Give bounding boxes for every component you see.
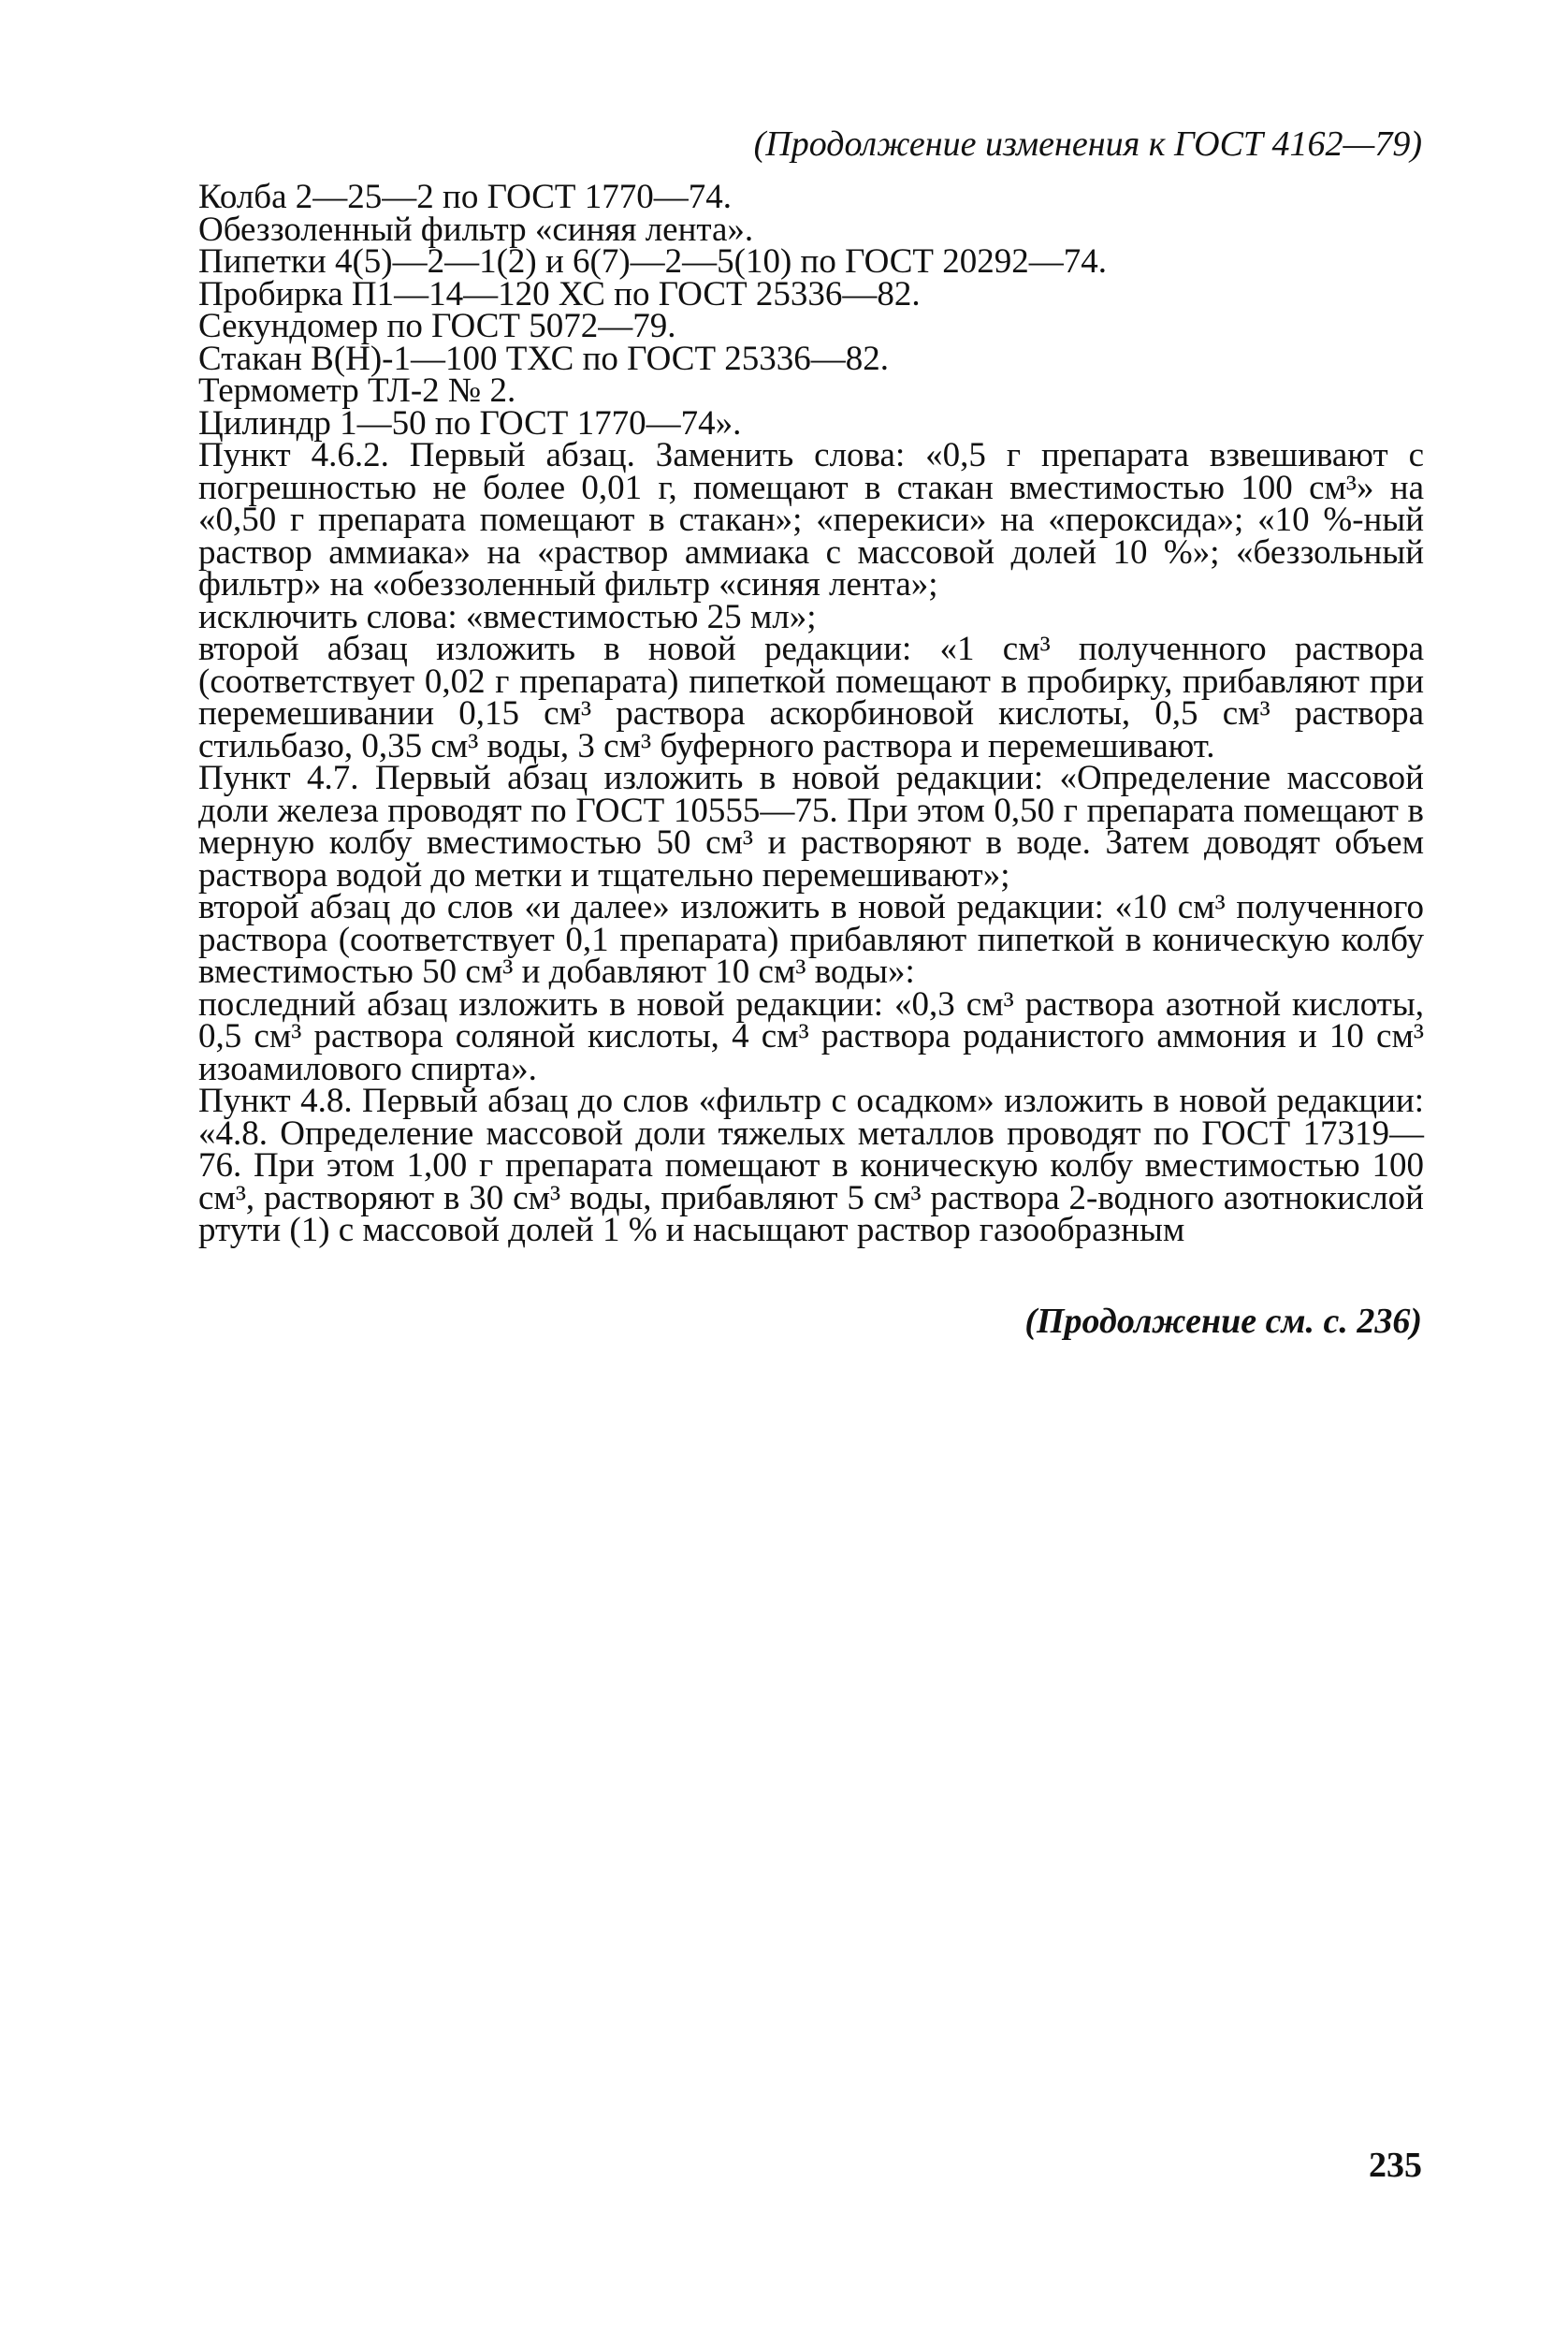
paragraph-4-7-last: последний абзац изложить в новой редакции: «0,3 см³ раствора азотной кислоты, 0,5 см³ раствора соляной кислоты, 4 см³ раствора роданистого аммония и 10 см³ изоамилового спирта». [198, 984, 1424, 1088]
list-item: Пипетки 4(5)—2—1(2) и 6(7)—2—5(10) по ГОСТ 20292—74. [198, 242, 1108, 281]
continuation-header: (Продолжение изменения к ГОСТ 4162—79) [753, 124, 1422, 164]
paragraph-4-6-2: Пункт 4.6.2. Первый абзац. Заменить слова: «0,5 г препарата взвешивают с погрешностью не более 0,01 г, помещают в стакан вместимостью 100 см³» на «0,50 г препарата помещают в стакан»; «перекиси» на «пероксида»; «10 %-ный раствор аммиака» на «раствор аммиака с массовой долей 10 %»; «беззольный фильтр» на «обеззоленный фильтр «синяя лента»; [198, 436, 1424, 604]
document-body [198, 178, 1424, 1249]
list-item: Обеззоленный фильтр «синяя лента». [198, 210, 754, 249]
list-item: Стакан В(Н)-1—100 ТХС по ГОСТ 25336—82. [198, 339, 890, 378]
paragraph-4-7-second: второй абзац до слов «и далее» изложить в новой редакции: «10 см³ полученного раствора (соответствует 0,1 препарата) прибавляют пипеткой в коническую колбу вместимостью 50 см³ и добавляют 10 см³ воды»: [198, 888, 1424, 991]
paragraph-second-abzac: второй абзац изложить в новой редакции: «1 см³ полученного раствора (соответствует 0,02 г препарата) пипеткой помещают в пробирку, прибавляют при перемешивании 0,15 см³ раствора аскорбиновой кислоты, 0,5 см³ раствора стильбазо, 0,35 см³ воды, 3 см³ буферного раствора и перемешивают. [198, 630, 1424, 765]
paragraph-exclude: исключить слова: «вместимостью 25 мл»; [198, 597, 817, 636]
paragraph-4-8: Пункт 4.8. Первый абзац до слов «фильтр с осадком» изложить в новой редакции: «4.8. Определение массовой доли тяжелых металлов проводят по ГОСТ 17319—76. При этом 1,00 г препарата помещают в коническую колбу вместимостью 100 см³, растворяют в 30 см³ воды, прибавляют 5 см³ раствора 2-водного азотнокислой ртути (1) с массовой долей 1 % и насыщают раствор газообразным [198, 1082, 1424, 1249]
list-item: Секундомер по ГОСТ 5072—79. [198, 307, 676, 345]
list-item: Цилиндр 1—50 по ГОСТ 1770—74». [198, 403, 742, 443]
list-item: Термометр ТЛ-2 № 2. [198, 371, 516, 410]
page-number: 235 [1369, 2146, 1422, 2185]
continuation-footer: (Продолжение см. с. 236) [1024, 1302, 1422, 1341]
paragraph-4-7: Пункт 4.7. Первый абзац изложить в новой редакции: «Определение массовой доли железа проводят по ГОСТ 10555—75. При этом 0,50 г препарата помещают в мерную колбу вместимостью 50 см³ и растворяют в воде. Затем доводят объем раствора водой до метки и тщательно перемешивают»; [198, 759, 1424, 895]
list-item: Колба 2—25—2 по ГОСТ 1770—74. [198, 178, 733, 216]
list-item: Пробирка П1—14—120 ХС по ГОСТ 25336—82. [198, 274, 921, 313]
